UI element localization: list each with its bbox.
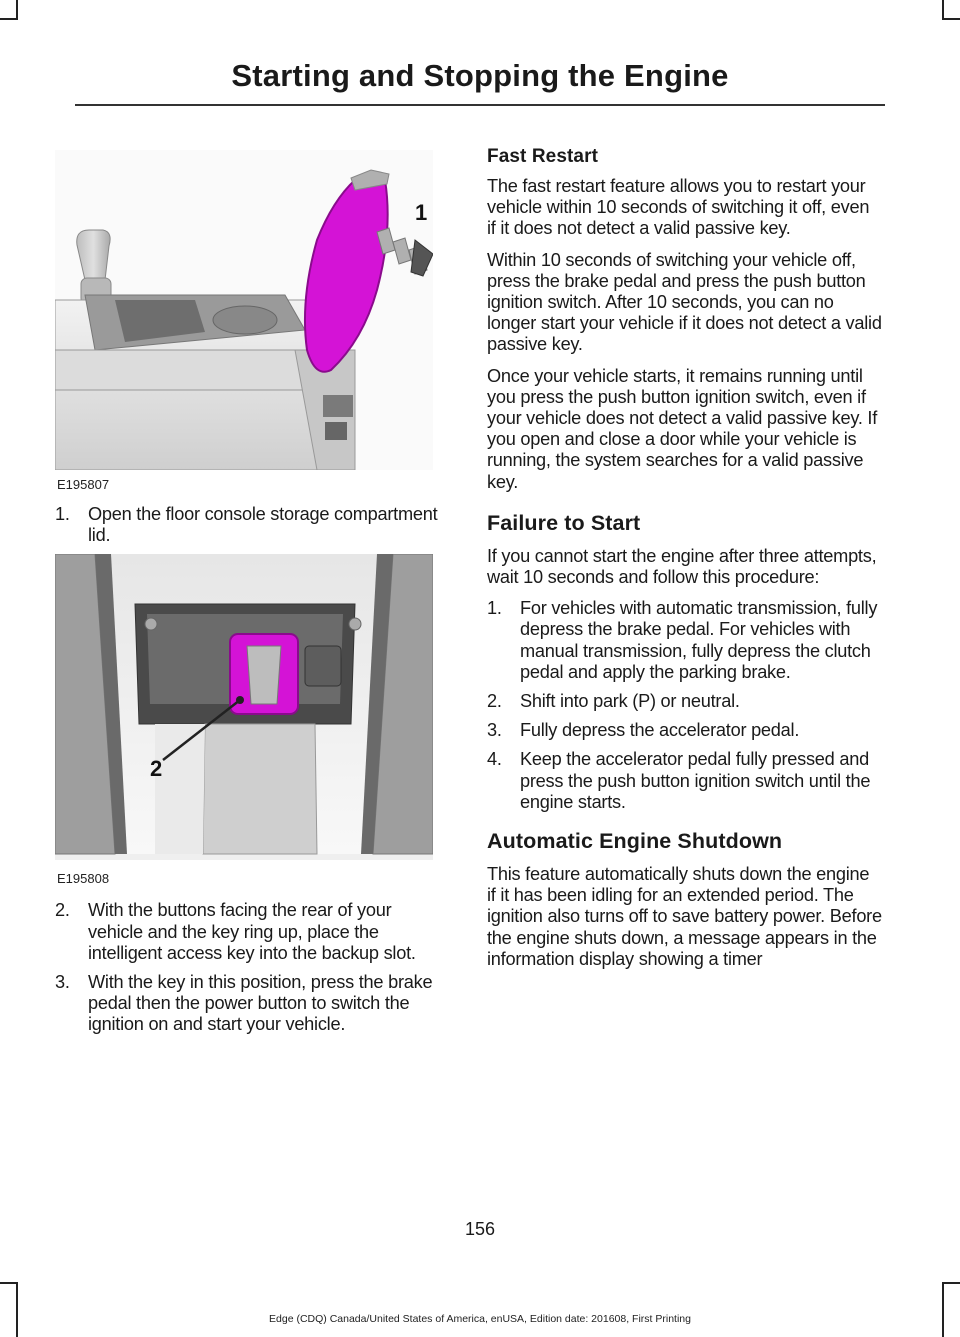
heading-automatic-engine-shutdown: Automatic Engine Shutdown: [487, 829, 783, 854]
right-column: [487, 146, 882, 980]
header-rule: [75, 104, 885, 106]
step-text: With the buttons facing the rear of your vehicle and the key ring up, place the intelligent access key into the backup slot.: [88, 900, 416, 963]
step-text: With the key in this position, press the brake pedal then the power button to switch the ignition on and start your vehicle.: [88, 972, 433, 1035]
step-number: 4.: [487, 749, 502, 770]
page-title: Starting and Stopping the Engine: [231, 58, 729, 93]
crop-mark: [942, 1282, 944, 1337]
steps-list-b: [55, 900, 450, 1035]
console-lid-illustration: [55, 150, 433, 470]
steps-list-a: [55, 504, 450, 546]
callout-2: 2: [150, 756, 163, 782]
paragraph: Within 10 seconds of switching your vehicle off, press the brake pedal and press the push button ignition switch. After 10 seconds, you can no longer start your vehicle if it does not detect a valid passive key.: [487, 249, 882, 355]
step-number: 2.: [55, 900, 70, 921]
crop-mark: [16, 1282, 18, 1337]
step-text: Fully depress the accelerator pedal.: [520, 720, 800, 741]
crop-mark: [16, 0, 18, 20]
backup-slot-illustration: [55, 554, 433, 860]
step-number: 3.: [487, 720, 502, 741]
figure-code: E195808: [57, 871, 110, 887]
left-column: [55, 150, 450, 1044]
step-number: 1.: [55, 504, 70, 524]
failure-steps-list: [487, 598, 882, 813]
crop-mark: [942, 1282, 960, 1284]
step-text: For vehicles with automatic transmission, fully depress the brake pedal. For vehicles with manual transmission, fully depress the clutch pedal and apply the parking brake.: [520, 598, 878, 682]
figure-code: E195807: [57, 477, 110, 492]
crop-mark: [942, 0, 944, 20]
callout-1: 1: [415, 200, 428, 225]
crop-mark: [942, 18, 960, 20]
crop-mark: [0, 1282, 18, 1284]
list-item: [487, 720, 882, 741]
paragraph: Once your vehicle starts, it remains running until you press the push button ignition switch, even if your vehicle does not detect a valid passive key. If you open and close a door while your vehicle is running, the system searches for a valid passive key.: [487, 365, 878, 492]
paragraph: This feature automatically shuts down the engine if it has been idling for an extended period. The ignition also turns off to save battery power. Before the engine shuts down, a message appears in the information display showing a timer: [487, 864, 882, 969]
list-item: [487, 598, 882, 683]
figure-console-lid: [55, 150, 433, 490]
heading-fast-restart: Fast Restart: [487, 146, 599, 167]
list-item: [487, 749, 882, 813]
step-number: 1.: [487, 598, 502, 619]
list-item: [487, 691, 882, 712]
page-number: 156: [464, 1219, 496, 1239]
list-item: [55, 900, 450, 964]
list-item: [55, 972, 450, 1036]
paragraph: The fast restart feature allows you to restart your vehicle within 10 seconds of switching it off, even if it does not detect a valid passive key.: [487, 176, 870, 239]
footer-edition: Edge (CDQ) Canada/United States of America, enUSA, Edition date: 201608, First Printing: [269, 1313, 691, 1325]
list-item: [55, 504, 450, 546]
step-text: Shift into park (P) or neutral.: [520, 691, 740, 712]
step-number: 3.: [55, 972, 70, 993]
crop-mark: [0, 18, 18, 20]
heading-failure-to-start: Failure to Start: [487, 510, 641, 535]
step-text: Keep the accelerator pedal fully pressed and press the push button ignition switch until the engine starts.: [520, 749, 871, 812]
paragraph: If you cannot start the engine after three attempts, wait 10 seconds and follow this procedure:: [487, 545, 877, 588]
step-number: 2.: [487, 691, 502, 712]
figure-backup-slot: [55, 554, 433, 887]
step-text: Open the floor console storage compartment lid.: [88, 504, 438, 546]
